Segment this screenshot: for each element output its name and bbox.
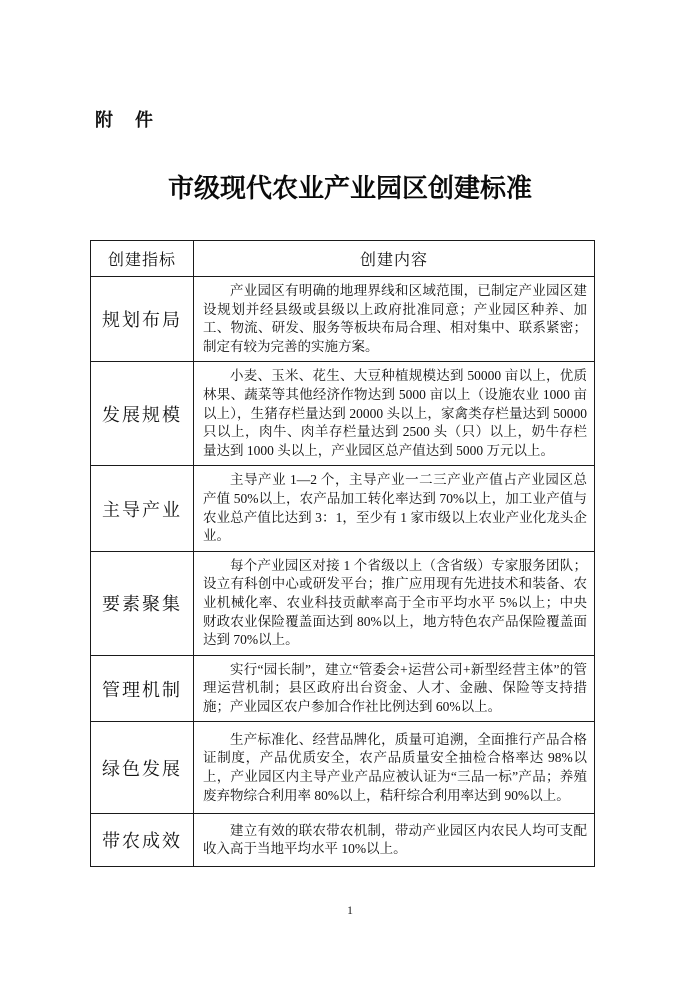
content-text: 实行“园长制”，建立“管委会+运营公司+新型经营主体”的管理运营机制；县区政府出台资金、人才、金融、保险等支持措施；产业园区农户参加合作社比例达到 60%以上。 [203,661,587,714]
table-row [91,362,595,466]
table-row [91,814,595,867]
attachment-label: 附 件 [95,110,155,130]
column-header-indicator: 创建指标 [91,241,194,277]
content-text: 建立有效的联农带农机制，带动产业园区内农民人均可支配收入高于当地平均水平 10%以上。 [203,822,587,857]
indicator-cell: 主导产业 [91,466,194,551]
content-text: 生产标准化、经营品牌化，质量可追溯，全面推行产品合格证制度，产品优质安全，农产品质量安全抽检合格率达 98%以上，产业园区内主导产业产品应被认证为“三品一标”产品；养殖废弃物综合利用率 80%以上，秸秆综合利用率达到 90%以上。 [203,731,587,803]
table-row [91,466,595,551]
indicator-cell: 带农成效 [91,814,194,867]
table-row [91,277,595,362]
table-row [91,655,595,722]
indicator-cell: 管理机制 [91,655,194,722]
content-text: 小麦、玉米、花生、大豆种植规模达到 50000 亩以上，优质林果、蔬菜等其他经济作物达到 5000 亩以上（设施农业 1000 亩以上），生猪存栏量达到 20000 头以上，家禽类存栏量达到 50000 只以上，肉牛、肉羊存栏量达到 2500 头（只）以上，奶牛存栏量达到 1000 头以上，产业园区总产值达到 5000 万元以上。 [203,368,587,458]
content-text: 主导产业 1—2 个，主导产业一二三产业产值占产业园区总产值 50%以上，农产品加工转化率达到 70%以上，加工业产值与农业总产值比达到 3：1，至少有 1 家市级以上农业产业化龙头企业。 [203,472,587,544]
standards-table [90,240,595,867]
content-cell [194,466,595,551]
indicator-cell: 要素聚集 [91,551,194,655]
page-number: 1 [347,903,353,917]
content-cell [194,551,595,655]
content-cell [194,722,595,814]
indicator-cell: 规划布局 [91,277,194,362]
table-header-row [91,241,595,277]
content-cell [194,277,595,362]
content-cell [194,362,595,466]
page-title: 市级现代农业产业园区创建标准 [167,174,532,203]
indicator-cell: 发展规模 [91,362,194,466]
content-text: 每个产业园区对接 1 个省级以上（含省级）专家服务团队；设立有科创中心或研发平台；推广应用现有先进技术和装备、农业机械化率、农业科技贡献率高于全市平均水平 5%以上；中央财政农业保险覆盖面达到 80%以上，地方特色农产品保险覆盖面达到 70%以上。 [203,557,587,648]
indicator-cell: 绿色发展 [91,722,194,814]
content-cell [194,655,595,722]
column-header-content: 创建内容 [194,241,595,277]
table-row [91,722,595,814]
table-row [91,551,595,655]
content-text: 产业园区有明确的地理界线和区域范围，已制定产业园区建设规划并经县级或县级以上政府批准同意；产业园区种养、加工、物流、研发、服务等板块布局合理、相对集中、联系紧密；制定有较为完善的实施方案。 [203,283,587,354]
content-cell [194,814,595,867]
